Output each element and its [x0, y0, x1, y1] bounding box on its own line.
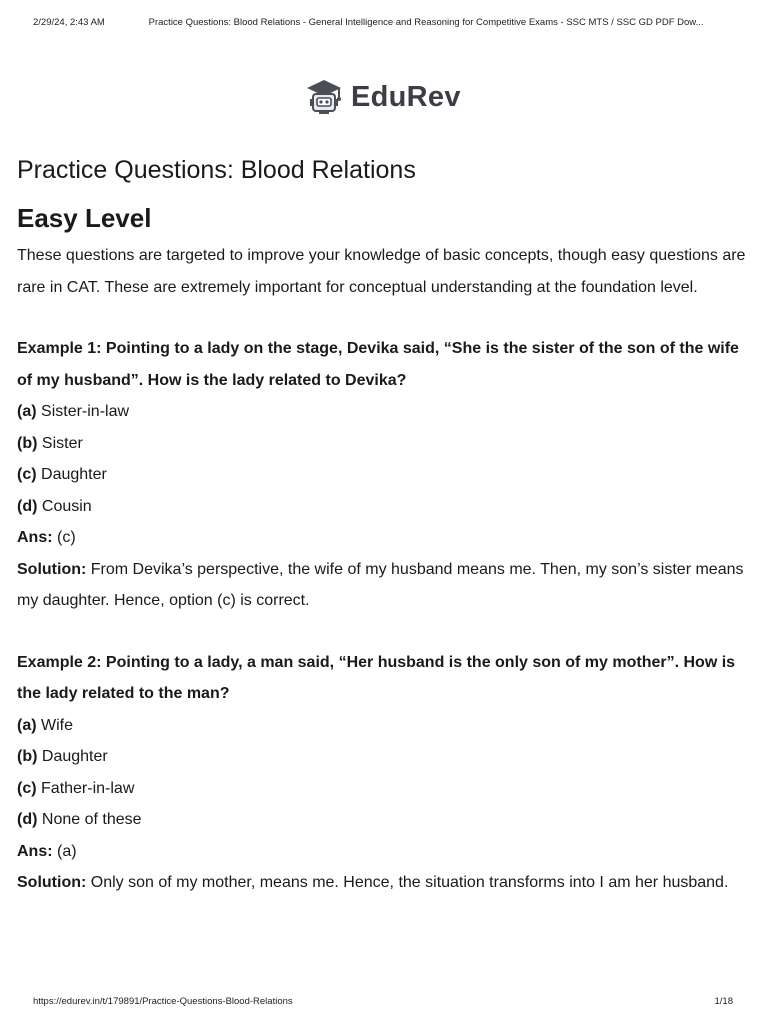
spacer	[17, 303, 752, 333]
solution	[17, 867, 752, 899]
option-text: Father-in-law	[41, 779, 135, 797]
print-url[interactable]: https://edurev.in/t/179891/Practice-Questions-Blood-Relations	[33, 996, 293, 1007]
example-2	[17, 647, 752, 899]
option-label: (c)	[17, 779, 37, 797]
level-heading: Easy Level	[17, 203, 152, 233]
example-question: Example 1: Pointing to a lady on the stage, Devika said, “She is the sister of the son of the wife of my husband”. How is the lady related to Devika?	[17, 340, 739, 389]
option-d	[17, 491, 752, 523]
intro-paragraph: These questions are targeted to improve your knowledge of basic concepts, though easy questions are rare in CAT. These are extremely important for conceptual understanding at the foundation level.	[17, 247, 746, 296]
example-question: Example 2: Pointing to a lady, a man said, “Her husband is the only son of my mother”. How is the lady related to the man?	[17, 653, 736, 702]
option-a	[17, 396, 752, 428]
answer	[17, 522, 752, 554]
document-body	[17, 152, 752, 899]
option-text: Cousin	[41, 497, 92, 515]
option-label: (b)	[17, 748, 38, 765]
option-text: Sister	[41, 434, 83, 452]
answer-label: Ans:	[17, 529, 53, 546]
answer	[17, 836, 752, 868]
page-number: 1/18	[714, 996, 733, 1007]
graduation-cap-robot-icon	[305, 78, 343, 116]
edurev-logo[interactable]	[305, 76, 461, 118]
option-text: Daughter	[41, 748, 108, 765]
print-header	[33, 17, 744, 28]
option-label: (b)	[17, 434, 38, 452]
option-text: None of these	[41, 811, 142, 828]
option-text: Daughter	[41, 466, 107, 483]
option-label: (d)	[17, 811, 38, 828]
print-doc-title: Practice Questions: Blood Relations - General Intelligence and Reasoning for Competitive Exams - SSC MTS / SSC GD PDF Dow...	[148, 17, 704, 28]
option-a	[17, 710, 752, 742]
option-b	[17, 428, 752, 460]
print-footer	[33, 996, 733, 1007]
example-1	[17, 333, 752, 617]
option-label: (c)	[17, 466, 37, 483]
spacer	[17, 617, 752, 647]
option-c	[17, 773, 752, 805]
solution-text: From Devika’s perspective, the wife of my husband means me. Then, my son’s sister means my daughter. Hence, option (c) is correct.	[17, 560, 744, 609]
option-text: Wife	[41, 716, 74, 734]
answer-value: (a)	[57, 842, 77, 860]
solution-label: Solution:	[17, 874, 87, 891]
option-label: (d)	[17, 497, 38, 515]
option-b	[17, 741, 752, 773]
option-d	[17, 804, 752, 836]
option-label: (a)	[17, 716, 37, 734]
page-title: Practice Questions: Blood Relations	[17, 156, 416, 184]
print-datetime: 2/29/24, 2:43 AM	[33, 17, 105, 28]
answer-label: Ans:	[17, 842, 53, 860]
logo-wordmark: EduRev	[351, 80, 461, 113]
solution-text: Only son of my mother, means me. Hence, the situation transforms into I am her husband.	[90, 874, 729, 891]
solution	[17, 554, 752, 617]
solution-label: Solution:	[17, 560, 87, 578]
answer-value: (c)	[57, 529, 76, 546]
option-text: Sister-in-law	[41, 403, 130, 420]
option-label: (a)	[17, 403, 37, 420]
option-c	[17, 459, 752, 491]
